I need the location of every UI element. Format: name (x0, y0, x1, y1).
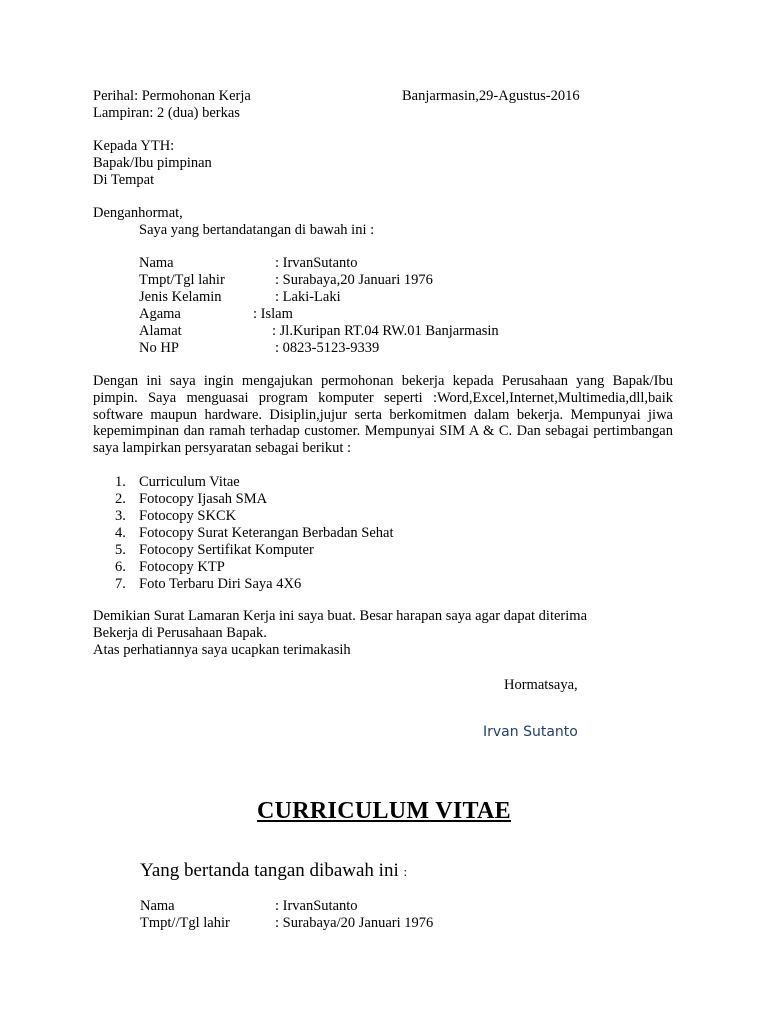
cv-intro-colon: : (403, 864, 408, 879)
list-item: 1. Curriculum Vitae (115, 474, 240, 490)
intro-sentence: Saya yang bertandatangan di bawah ini : (139, 222, 375, 238)
cv-intro (140, 860, 407, 882)
field-label-gender: Jenis Kelamin (139, 289, 222, 305)
field-label-phone: No HP (139, 340, 179, 356)
field-label-religion: Agama (139, 306, 181, 322)
closing-line-3: Atas perhatiannya saya ucapkan terimakasih (93, 642, 351, 658)
cv-field-label-birth: Tmpt//Tgl lahir (140, 915, 230, 931)
addressee-line-2: Bapak/Ibu pimpinan (93, 155, 212, 171)
cv-field-value-birth: : Surabaya/20 Januari 1976 (275, 915, 434, 931)
letter-attachment-count: Lampiran: 2 (dua) berkas (93, 105, 240, 121)
list-item: 7. Foto Terbaru Diri Saya 4X6 (115, 576, 302, 592)
cv-field-value-name: : IrvanSutanto (275, 898, 358, 914)
cv-intro-text: Yang bertanda tangan dibawah ini (140, 860, 399, 881)
field-value-religion: : Islam (253, 306, 293, 322)
field-value-address: : Jl.Kuripan RT.04 RW.01 Banjarmasin (272, 323, 499, 339)
closing-line-1: Demikian Surat Lamaran Kerja ini saya buat. Besar harapan saya agar dapat diterima (93, 608, 587, 624)
list-item: 6. Fotocopy KTP (115, 559, 225, 575)
regards: Hormatsaya, (504, 677, 578, 693)
greeting: Denganhormat, (93, 205, 183, 221)
cv-field-label-name: Nama (140, 898, 175, 914)
field-value-birth: : Surabaya,20 Januari 1976 (275, 272, 433, 288)
field-value-phone: : 0823-5123-9339 (275, 340, 380, 356)
signature: Irvan Sutanto (483, 724, 578, 740)
list-item: 4. Fotocopy Surat Keterangan Berbadan Sehat (115, 525, 394, 541)
list-item: 3. Fotocopy SKCK (115, 508, 237, 524)
cv-title: CURRICULUM VITAE (257, 798, 511, 824)
closing-line-2: Bekerja di Perusahaan Bapak. (93, 625, 267, 641)
field-label-address: Alamat (139, 323, 182, 339)
addressee-line-3: Di Tempat (93, 172, 155, 188)
letter-place-date: Banjarmasin,29-Agustus-2016 (402, 88, 580, 104)
field-value-gender: : Laki-Laki (275, 289, 341, 305)
field-value-name: : IrvanSutanto (275, 255, 358, 271)
list-item: 2. Fotocopy Ijasah SMA (115, 491, 268, 507)
field-label-name: Nama (139, 255, 174, 271)
body-paragraph: Dengan ini saya ingin mengajukan permohonan bekerja kepada Perusahaan yang Bapak/Ibu pimpin. Saya menguasai program komputer seperti :Word,Excel,Internet,Multimedia,dll,baik software maupun hardware. Disiplin,jujur serta berkomitmen dalam bekerja. Mempunyai jiwa kepemimpinan dan ramah terhadap customer. Mempunyai SIM A & C. Dan sebagai pertimbangan saya lampirkan persyaratan sebagai berikut : (93, 373, 673, 457)
addressee-line-1: Kepada YTH: (93, 138, 175, 154)
field-label-birth: Tmpt/Tgl lahir (139, 272, 225, 288)
list-item: 5. Fotocopy Sertifikat Komputer (115, 542, 314, 558)
letter-subject: Perihal: Permohonan Kerja (93, 88, 251, 104)
